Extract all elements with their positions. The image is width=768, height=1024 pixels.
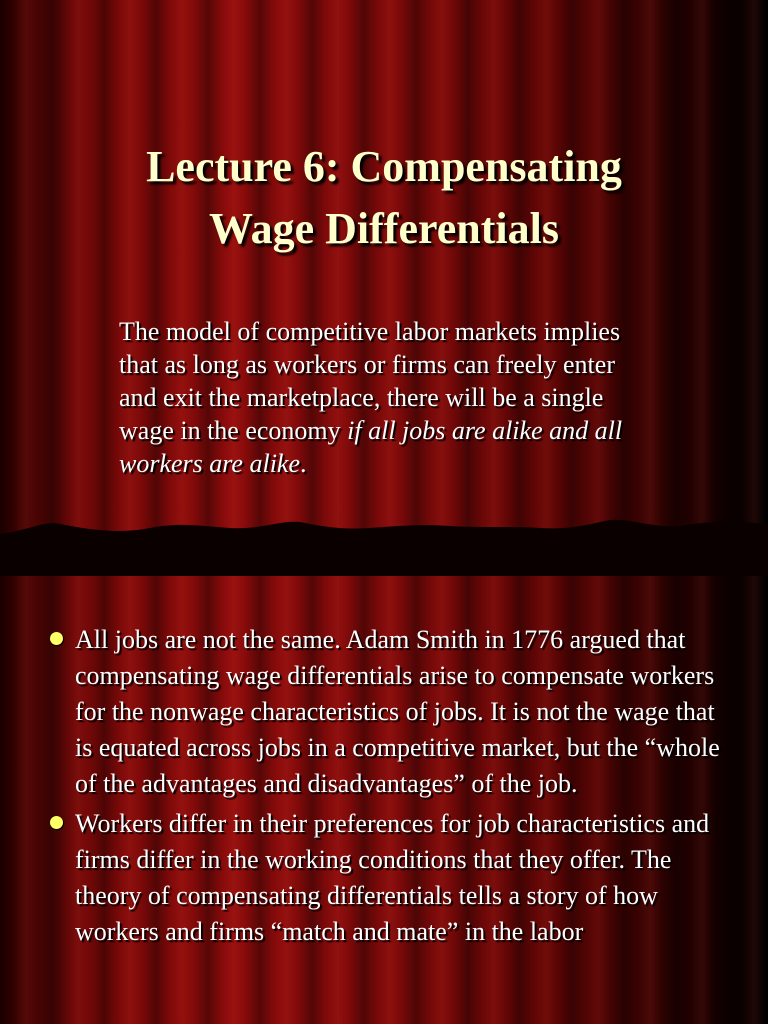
intro-end: . <box>300 449 307 478</box>
bullet-list <box>48 622 728 954</box>
intro-text: The model of competitive labor markets implies that as long as workers or firms can freely enter and exit the marketplace, there will be a single wage in the economy <box>119 317 621 445</box>
intro-paragraph <box>119 315 659 480</box>
stage-floor <box>0 516 768 576</box>
bullet-dot-icon <box>50 632 63 645</box>
bullet-dot-icon <box>50 816 63 829</box>
bullet-text: Workers differ in their preferences for job characteristics and firms differ in the working conditions that they offer. The theory of compensating differentials tells a story of how workers and firms “match and mate” in the labor <box>75 809 710 946</box>
bullet-text: All jobs are not the same. Adam Smith in 1776 argued that compensating wage differentials arise to compensate workers for the nonwage characteristics of jobs. It is not the wage that is equated across jobs in a competitive market, but the “whole of the advantages and disadvantages” of the job. <box>75 625 720 798</box>
bullet-item <box>48 806 728 950</box>
slide-title <box>0 136 768 260</box>
bullet-slide <box>0 576 768 1024</box>
intro-italic-text: if all jobs are alike and all workers are alike <box>119 416 623 478</box>
title-line-2: Wage Differentials <box>209 204 559 253</box>
bullet-item <box>48 622 728 802</box>
title-line-1: Lecture 6: Compensating <box>146 142 622 191</box>
